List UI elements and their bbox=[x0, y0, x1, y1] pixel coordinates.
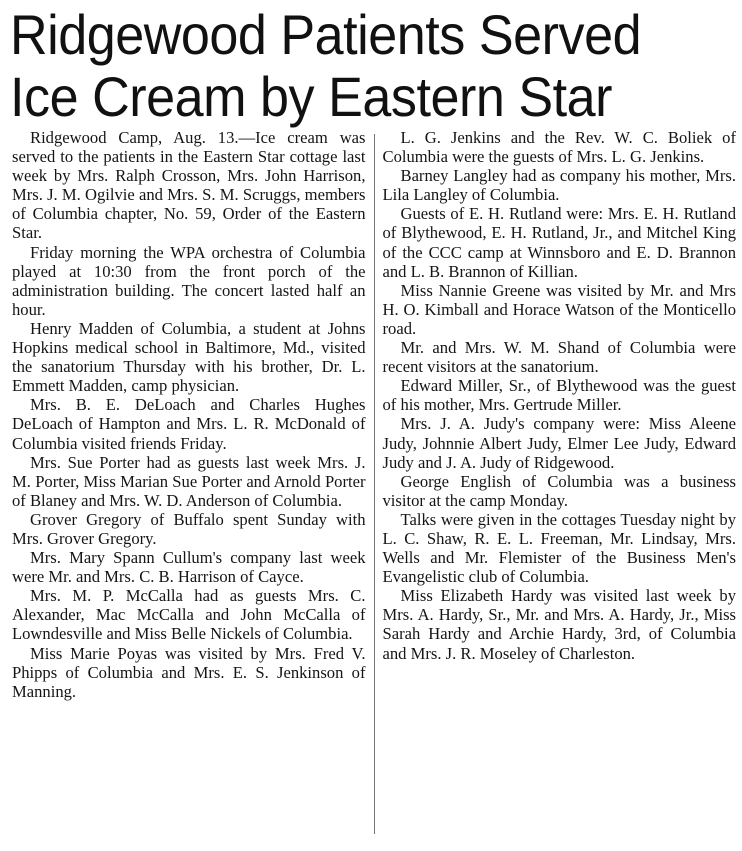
paragraph: Ridgewood Camp, Aug. 13.—Ice cream was served to the patients in the Eastern Star cottage last week by Mrs. Ralph Crosson, Mrs. John Harrison, Mrs. J. M. Ogilvie and Mrs. S. M. Scruggs, members of Columbia chapter, No. 59, Order of the Eastern Star. bbox=[12, 128, 366, 243]
paragraph: Guests of E. H. Rutland were: Mrs. E. H. Rutland of Blythewood, E. H. Rutland, Jr., and Mitchel King of the CCC camp at Winnsboro and E. D. Brannon and L. B. Brannon of Killian. bbox=[382, 204, 736, 281]
paragraph: Henry Madden of Columbia, a student at Johns Hopkins medical school in Baltimore, Md., visited the sanatorium Thursday with his brother, Dr. L. Emmett Madden, camp physician. bbox=[12, 318, 366, 396]
paragraph: Edward Miller, Sr., of Blythewood was the guest of his mother, Mrs. Gertrude Miller. bbox=[382, 376, 736, 415]
paragraph: George English of Columbia was a business visitor at the camp Monday. bbox=[382, 471, 736, 510]
left-column bbox=[12, 128, 374, 846]
paragraph: Mrs. Sue Porter had as guests last week Mrs. J. M. Porter, Miss Marian Sue Porter and Arnold Porter of Blaney and Mrs. W. D. Anderson of Columbia. bbox=[12, 452, 366, 510]
paragraph: L. G. Jenkins and the Rev. W. C. Boliek of Columbia were the guests of Mrs. L. G. Jenkins. bbox=[382, 128, 736, 167]
paragraph: Miss Marie Poyas was visited by Mrs. Fred V. Phipps of Columbia and Mrs. E. S. Jenkinson of Manning. bbox=[12, 643, 366, 701]
paragraph: Miss Nannie Greene was visited by Mr. and Mrs H. O. Kimball and Horace Watson of the Monticello road. bbox=[382, 280, 736, 338]
paragraph: Mrs. B. E. DeLoach and Charles Hughes DeLoach of Hampton and Mrs. L. R. McDonald of Columbia visited friends Friday. bbox=[12, 395, 366, 453]
paragraph: Mrs. M. P. McCalla had as guests Mrs. C. Alexander, Mac McCalla and John McCalla of Lowndesville and Miss Belle Nickels of Columbia. bbox=[12, 586, 366, 644]
article-columns bbox=[12, 128, 736, 846]
paragraph: Barney Langley had as company his mother, Mrs. Lila Langley of Columbia. bbox=[382, 166, 736, 205]
paragraph: Talks were given in the cottages Tuesday night by L. C. Shaw, R. E. L. Freeman, Mr. Lindsay, Mrs. Wells and Mr. Flemister of the Business Men's Evangelistic club of Columbia. bbox=[382, 509, 736, 587]
headline-line-2: Ice Cream by Eastern Star bbox=[10, 65, 613, 128]
right-column bbox=[375, 128, 737, 846]
paragraph: Mrs. J. A. Judy's company were: Miss Aleene Judy, Johnnie Albert Judy, Elmer Lee Judy, Edward Judy and J. A. Judy of Ridgewood. bbox=[382, 414, 736, 472]
paragraph: Mrs. Mary Spann Cullum's company last week were Mr. and Mrs. C. B. Harrison of Cayce. bbox=[12, 548, 366, 587]
headline bbox=[10, 4, 685, 128]
paragraph: Miss Elizabeth Hardy was visited last week by Mrs. A. Hardy, Sr., Mr. and Mrs. A. Hardy, Jr., Miss Sarah Hardy and Archie Hardy, 3rd, of Columbia and Mrs. J. R. Moseley of Charleston. bbox=[382, 586, 736, 663]
paragraph: Friday morning the WPA orchestra of Columbia played at 10:30 from the front porch of the administration building. The concert lasted half an hour. bbox=[12, 242, 366, 319]
headline-line-1: Ridgewood Patients Served bbox=[10, 3, 642, 66]
paragraph: Mr. and Mrs. W. M. Shand of Columbia were recent visitors at the sanatorium. bbox=[382, 338, 736, 377]
paragraph: Grover Gregory of Buffalo spent Sunday with Mrs. Grover Gregory. bbox=[12, 509, 366, 548]
